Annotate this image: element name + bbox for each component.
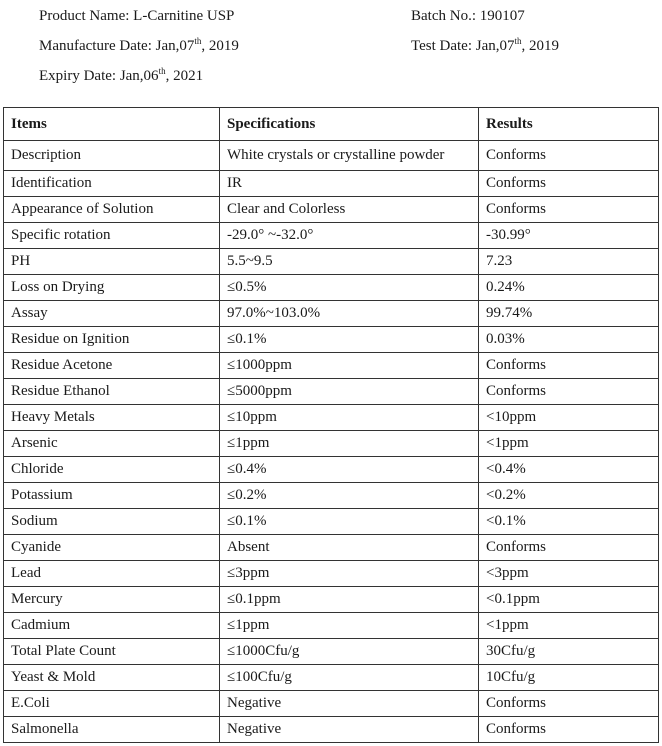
table-row	[4, 483, 659, 509]
product-name-label: Product Name:	[39, 8, 134, 24]
expiry-date	[39, 67, 203, 85]
expiry-date-value: Jan,06	[119, 68, 159, 84]
batch-number-label: Batch No.:	[411, 8, 480, 24]
specification-cell: ≤0.4%	[220, 457, 479, 483]
table-row	[4, 405, 659, 431]
item-cell: Yeast & Mold	[4, 665, 220, 691]
table-row	[4, 223, 659, 249]
manufacture-date-value: Jan,07	[155, 38, 195, 54]
result-cell: 10Cfu/g	[479, 665, 659, 691]
item-cell: Residue on Ignition	[4, 327, 220, 353]
specification-cell: ≤5000ppm	[220, 379, 479, 405]
table-row	[4, 457, 659, 483]
result-cell: 7.23	[479, 249, 659, 275]
result-cell: <0.2%	[479, 483, 659, 509]
table-row	[4, 717, 659, 743]
item-cell: Lead	[4, 561, 220, 587]
item-cell: Appearance of Solution	[4, 197, 220, 223]
result-cell: <10ppm	[479, 405, 659, 431]
item-cell: Potassium	[4, 483, 220, 509]
specification-cell: ≤100Cfu/g	[220, 665, 479, 691]
table-row	[4, 141, 659, 171]
result-cell: <0.4%	[479, 457, 659, 483]
result-cell: Conforms	[479, 141, 659, 171]
specification-cell: White crystals or crystalline powder	[220, 141, 479, 171]
table-row	[4, 431, 659, 457]
item-cell: Cadmium	[4, 613, 220, 639]
specification-cell: Negative	[220, 717, 479, 743]
result-cell: <1ppm	[479, 431, 659, 457]
specification-cell: IR	[220, 171, 479, 197]
result-cell: Conforms	[479, 171, 659, 197]
product-name-value: L-Carnitine USP	[133, 8, 235, 24]
column-header-items: Items	[4, 108, 220, 141]
column-header-specifications: Specifications	[220, 108, 479, 141]
test-date-year: , 2019	[521, 38, 560, 54]
table-row	[4, 197, 659, 223]
item-cell: E.Coli	[4, 691, 220, 717]
table-row	[4, 353, 659, 379]
item-cell: Total Plate Count	[4, 639, 220, 665]
item-cell: Residue Acetone	[4, 353, 220, 379]
specification-cell: 97.0%~103.0%	[220, 301, 479, 327]
item-cell: Sodium	[4, 509, 220, 535]
table-row	[4, 535, 659, 561]
item-cell: PH	[4, 249, 220, 275]
test-date-label: Test Date:	[411, 38, 476, 54]
item-cell: Heavy Metals	[4, 405, 220, 431]
table-row	[4, 561, 659, 587]
specification-cell: ≤3ppm	[220, 561, 479, 587]
specification-cell: ≤1ppm	[220, 613, 479, 639]
table-row	[4, 249, 659, 275]
result-cell: Conforms	[479, 197, 659, 223]
result-cell: Conforms	[479, 353, 659, 379]
specification-cell: -29.0° ~-32.0°	[220, 223, 479, 249]
result-cell: Conforms	[479, 717, 659, 743]
manufacture-date-year: , 2019	[201, 38, 239, 54]
table-row	[4, 327, 659, 353]
specification-cell: ≤0.5%	[220, 275, 479, 301]
specification-cell: ≤1000ppm	[220, 353, 479, 379]
result-cell: 0.24%	[479, 275, 659, 301]
item-cell: Salmonella	[4, 717, 220, 743]
table-row	[4, 379, 659, 405]
item-cell: Loss on Drying	[4, 275, 220, 301]
specification-cell: Absent	[220, 535, 479, 561]
test-date-value: Jan,07	[475, 38, 515, 54]
item-cell: Identification	[4, 171, 220, 197]
specification-cell: ≤10ppm	[220, 405, 479, 431]
item-cell: Mercury	[4, 587, 220, 613]
product-name	[39, 7, 234, 25]
result-cell: <3ppm	[479, 561, 659, 587]
item-cell: Chloride	[4, 457, 220, 483]
result-cell: Conforms	[479, 691, 659, 717]
table-row	[4, 587, 659, 613]
result-cell: Conforms	[479, 535, 659, 561]
manufacture-date-ordinal: th	[194, 36, 202, 46]
expiry-date-label: Expiry Date:	[39, 68, 120, 84]
item-cell: Specific rotation	[4, 223, 220, 249]
specification-cell: Negative	[220, 691, 479, 717]
test-date-ordinal: th	[514, 36, 522, 46]
table-row	[4, 639, 659, 665]
table-row	[4, 301, 659, 327]
result-cell: 30Cfu/g	[479, 639, 659, 665]
table-header-row	[4, 108, 659, 141]
result-cell: 99.74%	[479, 301, 659, 327]
specification-cell: 5.5~9.5	[220, 249, 479, 275]
batch-number-value: 190107	[479, 8, 525, 24]
table-row	[4, 691, 659, 717]
item-cell: Residue Ethanol	[4, 379, 220, 405]
result-cell: <0.1%	[479, 509, 659, 535]
item-cell: Arsenic	[4, 431, 220, 457]
result-cell: <1ppm	[479, 613, 659, 639]
table-row	[4, 613, 659, 639]
column-header-results: Results	[479, 108, 659, 141]
table-row	[4, 275, 659, 301]
manufacture-date	[39, 37, 239, 55]
expiry-date-ordinal: th	[158, 66, 166, 76]
test-date	[411, 37, 559, 55]
expiry-date-year: , 2021	[165, 68, 204, 84]
batch-number	[411, 7, 525, 25]
result-cell: <0.1ppm	[479, 587, 659, 613]
specification-cell: ≤0.1ppm	[220, 587, 479, 613]
item-cell: Description	[4, 141, 220, 171]
item-cell: Assay	[4, 301, 220, 327]
result-cell: Conforms	[479, 379, 659, 405]
specification-cell: ≤0.1%	[220, 509, 479, 535]
table-row	[4, 665, 659, 691]
result-cell: 0.03%	[479, 327, 659, 353]
result-cell: -30.99°	[479, 223, 659, 249]
table-row	[4, 171, 659, 197]
analysis-table	[3, 107, 659, 743]
specification-cell: Clear and Colorless	[220, 197, 479, 223]
table-row	[4, 509, 659, 535]
manufacture-date-label: Manufacture Date:	[39, 38, 156, 54]
item-cell: Cyanide	[4, 535, 220, 561]
specification-cell: ≤0.2%	[220, 483, 479, 509]
specification-cell: ≤0.1%	[220, 327, 479, 353]
specification-cell: ≤1000Cfu/g	[220, 639, 479, 665]
specification-cell: ≤1ppm	[220, 431, 479, 457]
